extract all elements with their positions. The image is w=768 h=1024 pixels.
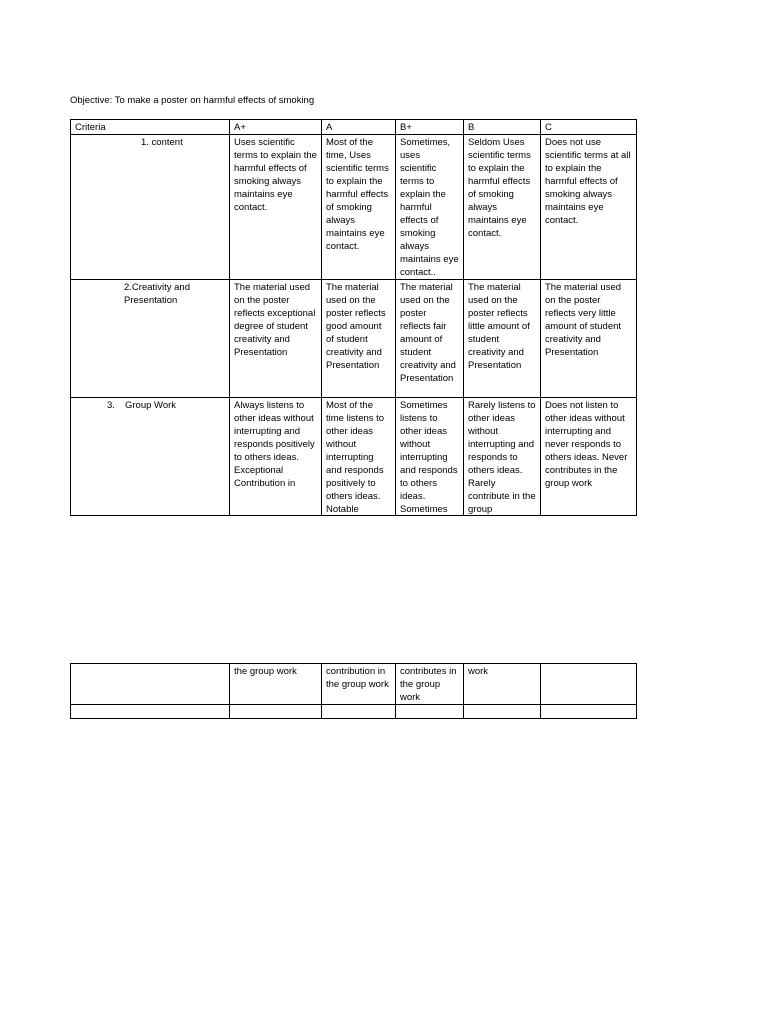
- group-work-b-plus-cell: [396, 398, 464, 516]
- group-work-c: Does not listen to other ideas without interrupting and never responds to others ideas. Never contributes in the group work: [545, 400, 628, 489]
- table-row-continuation: [71, 664, 637, 705]
- group-work-a-plus: Always listens to other ideas without interrupting and responds positively to others ideas. Exceptional Contribution in: [234, 400, 315, 489]
- criteria-content: 1. content: [71, 135, 230, 280]
- creativity-b: The material used on the poster reflects little amount of student creativity and Presentation: [464, 280, 541, 398]
- criteria-group-work: [71, 398, 230, 516]
- group-work-a-cell: [322, 398, 396, 516]
- creativity-c: The material used on the poster reflects very little amount of student creativity and Presentation: [541, 280, 637, 398]
- group-work-a: Most of the time listens to other ideas without interrupting and responds positively to others ideas. Notable: [326, 400, 385, 514]
- cont-b-plus: contributes in the group work: [396, 664, 464, 705]
- creativity-a: The material used on the poster reflects good amount of student creativity and Presentation: [322, 280, 396, 398]
- header-a: A: [322, 120, 396, 135]
- criteria-creativity: 2.Creativity and Presentation: [71, 280, 230, 398]
- cont-b: work: [464, 664, 541, 705]
- table-row-group-work: [71, 398, 637, 516]
- table-row-creativity: [71, 280, 637, 398]
- empty-cell: [396, 705, 464, 719]
- content-a-plus: Uses scientific terms to explain the harmful effects of smoking always maintains eye contact.: [230, 135, 322, 280]
- empty-cell: [541, 705, 637, 719]
- cont-a-plus: the group work: [230, 664, 322, 705]
- empty-cell: [322, 705, 396, 719]
- header-c: C: [541, 120, 637, 135]
- creativity-b-plus: The material used on the poster reflects fair amount of student creativity and Presentation: [396, 280, 464, 398]
- header-b: B: [464, 120, 541, 135]
- empty-cell: [71, 705, 230, 719]
- header-criteria: Criteria: [71, 120, 230, 135]
- creativity-a-plus: The material used on the poster reflects exceptional degree of student creativity and Presentation: [230, 280, 322, 398]
- cont-c: [541, 664, 637, 705]
- objective-text: Objective: To make a poster on harmful effects of smoking: [70, 95, 315, 106]
- group-work-b-plus: Sometimes listens to other ideas without interrupting and responds to others ideas. Sometimes: [400, 400, 458, 514]
- empty-cell: [464, 705, 541, 719]
- empty-cell: [230, 705, 322, 719]
- table-row-empty: [71, 705, 637, 719]
- group-work-b-cell: [464, 398, 541, 516]
- group-work-a-plus-cell: [230, 398, 322, 516]
- content-b-plus: Sometimes, uses scientific terms to explain the harmful effects of smoking always maintains eye contact..: [396, 135, 464, 280]
- group-work-b: Rarely listens to other ideas without interrupting and responds to others ideas. Rarely contribute in the group: [468, 400, 536, 514]
- criteria-group-work-number: 3.: [107, 400, 115, 411]
- header-row: [71, 120, 637, 135]
- group-work-c-cell: [541, 398, 637, 516]
- table-row-content: [71, 135, 637, 280]
- rubric-table-continuation: [70, 663, 637, 719]
- content-c: Does not use scientific terms at all to explain the harmful effects of smoking always maintains eye contact.: [541, 135, 637, 280]
- cont-criteria: [71, 664, 230, 705]
- header-a-plus: A+: [230, 120, 322, 135]
- rubric-table: [70, 119, 637, 516]
- content-a: Most of the time, Uses scientific terms to explain the harmful effects of smoking always maintains eye contact.: [322, 135, 396, 280]
- criteria-group-work-label: Group Work: [125, 400, 177, 411]
- header-b-plus: B+: [396, 120, 464, 135]
- cont-a: contribution in the group work: [322, 664, 396, 705]
- content-b: Seldom Uses scientific terms to explain the harmful effects of smoking always maintains eye contact.: [464, 135, 541, 280]
